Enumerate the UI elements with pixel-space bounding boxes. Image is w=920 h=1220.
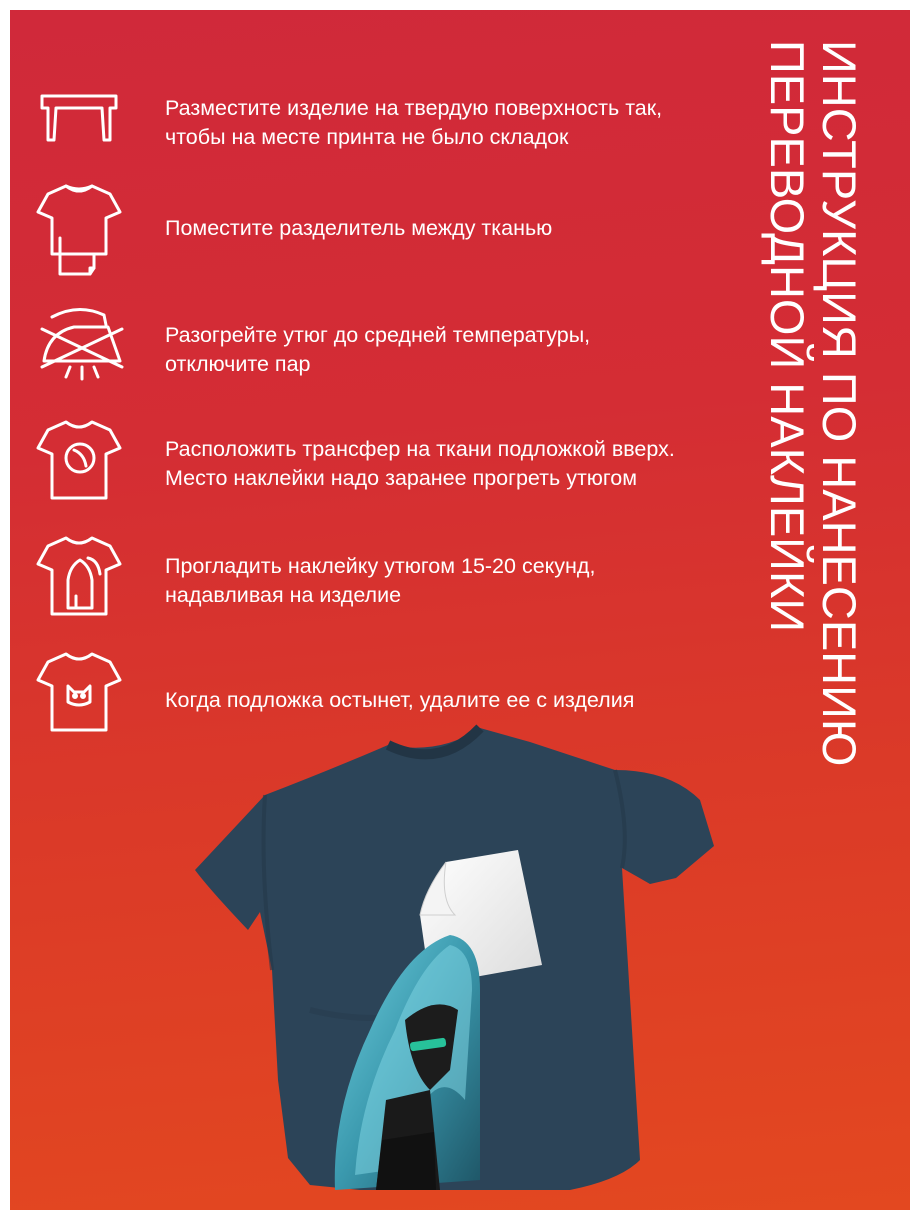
table-icon — [34, 74, 124, 174]
title-line-2: ПЕРЕВОДНОЙ НАКЛЕЙКИ — [761, 40, 814, 633]
page-title — [761, 40, 865, 766]
title-line-1: ИНСТРУКЦИЯ ПО НАНЕСЕНИЮ — [813, 40, 866, 767]
step-1-line-2: чтобы на месте принта не было складок — [165, 125, 569, 149]
step-5-line-2: надавливая на изделие — [165, 583, 402, 607]
step-1-line-1: Разместите изделие на твердую поверхность так, — [165, 96, 663, 120]
step-4-line-2: Место наклейки надо заранее прогреть утюгом — [165, 466, 638, 490]
iron-image — [335, 935, 480, 1190]
step-2-line-1: Поместите разделитель между тканью — [165, 216, 553, 240]
step-2-text — [165, 214, 552, 243]
step-3-text — [165, 321, 590, 379]
tshirt-with-separator-icon — [34, 178, 124, 278]
step-5-text — [165, 552, 595, 610]
step-5-line-1: Прогладить наклейку утюгом 15-20 секунд, — [165, 554, 596, 578]
iron-no-steam-icon — [34, 295, 124, 395]
step-1-text — [165, 94, 662, 152]
step-6-line-1: Когда подложка остынет, удалите ее с изделия — [165, 688, 635, 712]
tshirt-sticker-icon — [34, 414, 124, 514]
step-4-text — [165, 435, 675, 493]
step-3-line-2: отключите пар — [165, 352, 311, 376]
step-3-line-1: Разогрейте утюг до средней температуры, — [165, 323, 591, 347]
instruction-poster — [10, 10, 910, 1210]
transfer-sheet-image — [420, 850, 542, 985]
tshirt-image — [195, 728, 714, 1190]
step-4-line-1: Расположить трансфер на ткани подложкой вверх. — [165, 437, 675, 461]
step-6-text — [165, 686, 634, 715]
tshirt-iron-icon — [34, 530, 124, 630]
tshirt-print-icon — [34, 646, 124, 746]
